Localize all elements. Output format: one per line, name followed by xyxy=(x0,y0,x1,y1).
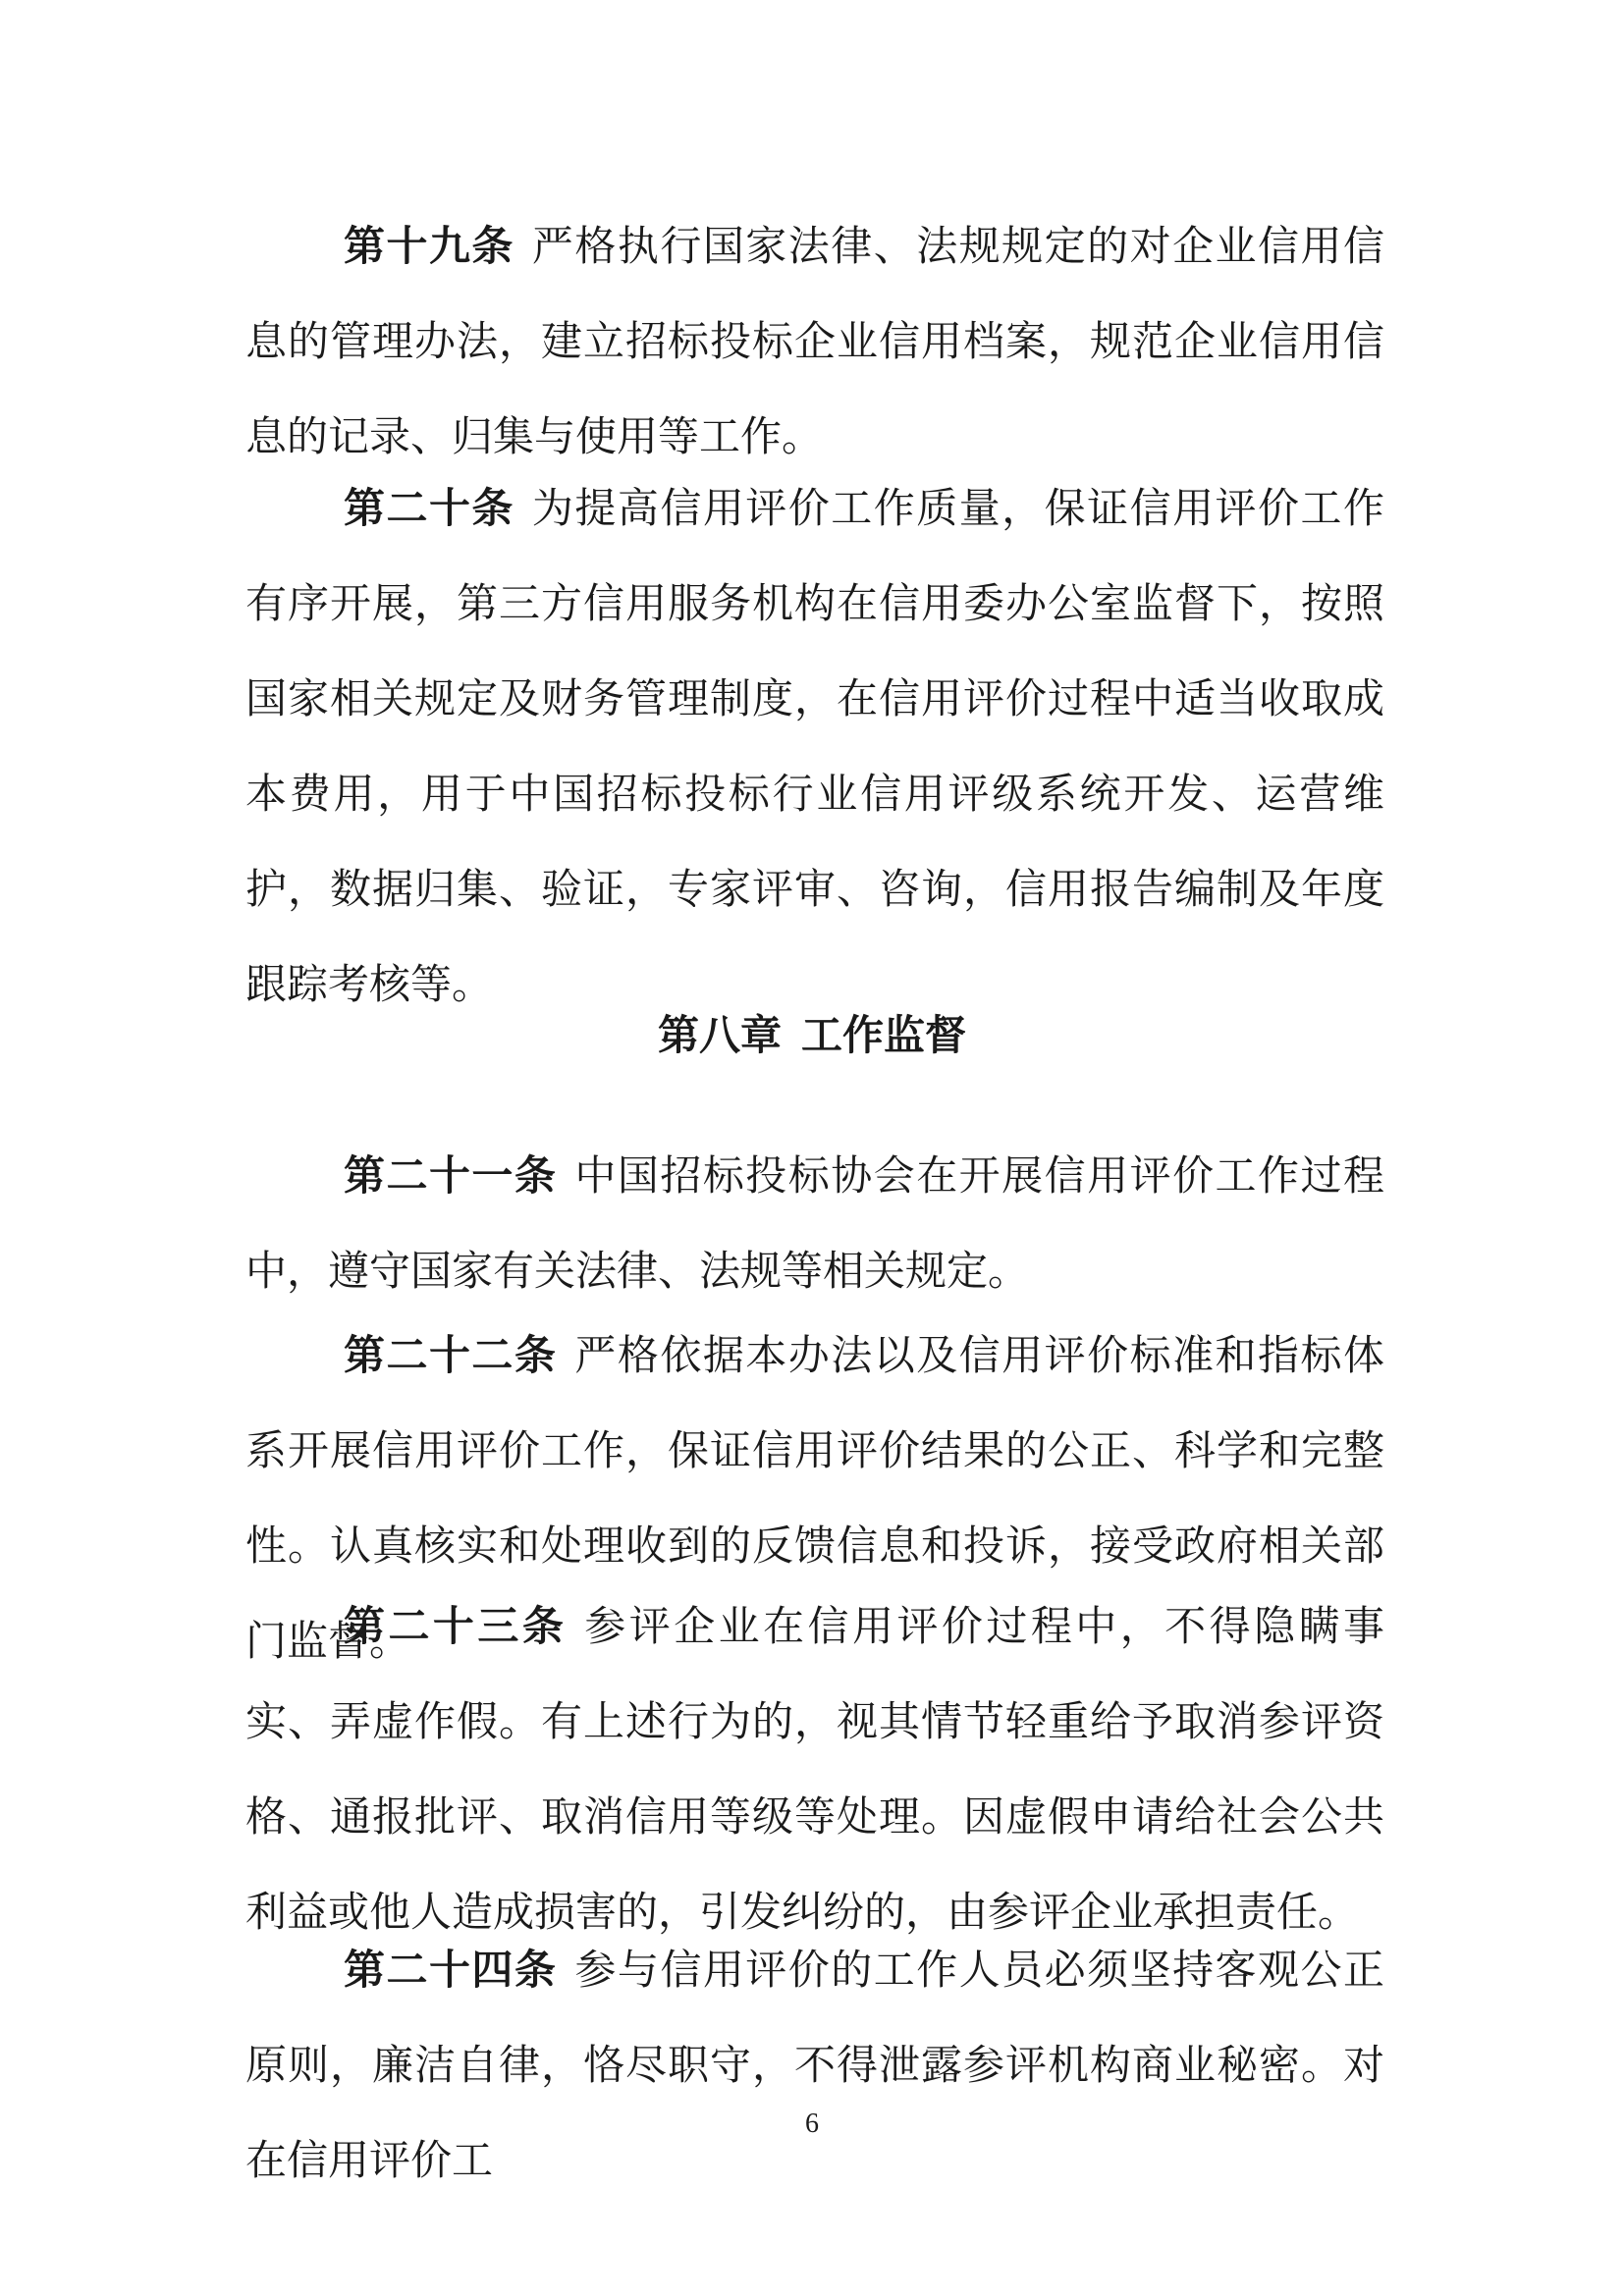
article-20 xyxy=(245,460,1384,1032)
article-label: 第二十一条 xyxy=(344,1151,558,1200)
chapter-title: 工作监督 xyxy=(801,1011,967,1059)
article-label: 第二十三条 xyxy=(344,1602,568,1650)
chapter-heading xyxy=(0,1003,1624,1062)
article-label: 第十九条 xyxy=(344,222,514,270)
chapter-number: 第八章 xyxy=(657,1011,782,1059)
article-text: 严格执行国家法律、法规规定的对企业信用信息的管理办法，建立招标投标企业信用档案，规范企业信用信息的记录、归集与使用等工作。 xyxy=(245,222,1384,460)
article-21 xyxy=(245,1128,1384,1318)
page-number: 6 xyxy=(805,2109,819,2139)
article-24 xyxy=(245,1922,1384,2208)
article-label: 第二十四条 xyxy=(344,1946,558,1994)
article-text: 严格依据本办法以及信用评价标准和指标体系开展信用评价工作，保证信用评价结果的公正、科学和完整性。认真核实和处理收到的反馈信息和投诉，接受政府相关部门监督。 xyxy=(245,1331,1384,1665)
article-label: 第二十二条 xyxy=(344,1331,558,1379)
article-text: 参评企业在信用评价过程中，不得隐瞒事实、弄虚作假。有上述行为的，视其情节轻重给予取消参评资格、通报批评、取消信用等级等处理。因虚假申请给社会公共利益或他人造成损害的，引发纠纷的，由参评企业承担责任。 xyxy=(245,1602,1384,1936)
article-23 xyxy=(245,1578,1384,1959)
article-text: 中国招标投标协会在开展信用评价工作过程中，遵守国家有关法律、法规等相关规定。 xyxy=(245,1151,1384,1295)
article-text: 为提高信用评价工作质量，保证信用评价工作有序开展，第三方信用服务机构在信用委办公室监督下，按照国家相关规定及财务管理制度，在信用评价过程中适当收取成本费用，用于中国招标投标行业信用评级系统开发、运营维护，数据归集、验证，专家评审、咨询，信用报告编制及年度跟踪考核等。 xyxy=(245,484,1384,1008)
article-label: 第二十条 xyxy=(344,484,514,532)
article-text: 参与信用评价的工作人员必须坚持客观公正原则，廉洁自律，恪尽职守，不得泄露参评机构商业秘密。对在信用评价工 xyxy=(245,1946,1384,2184)
article-19 xyxy=(245,198,1384,484)
